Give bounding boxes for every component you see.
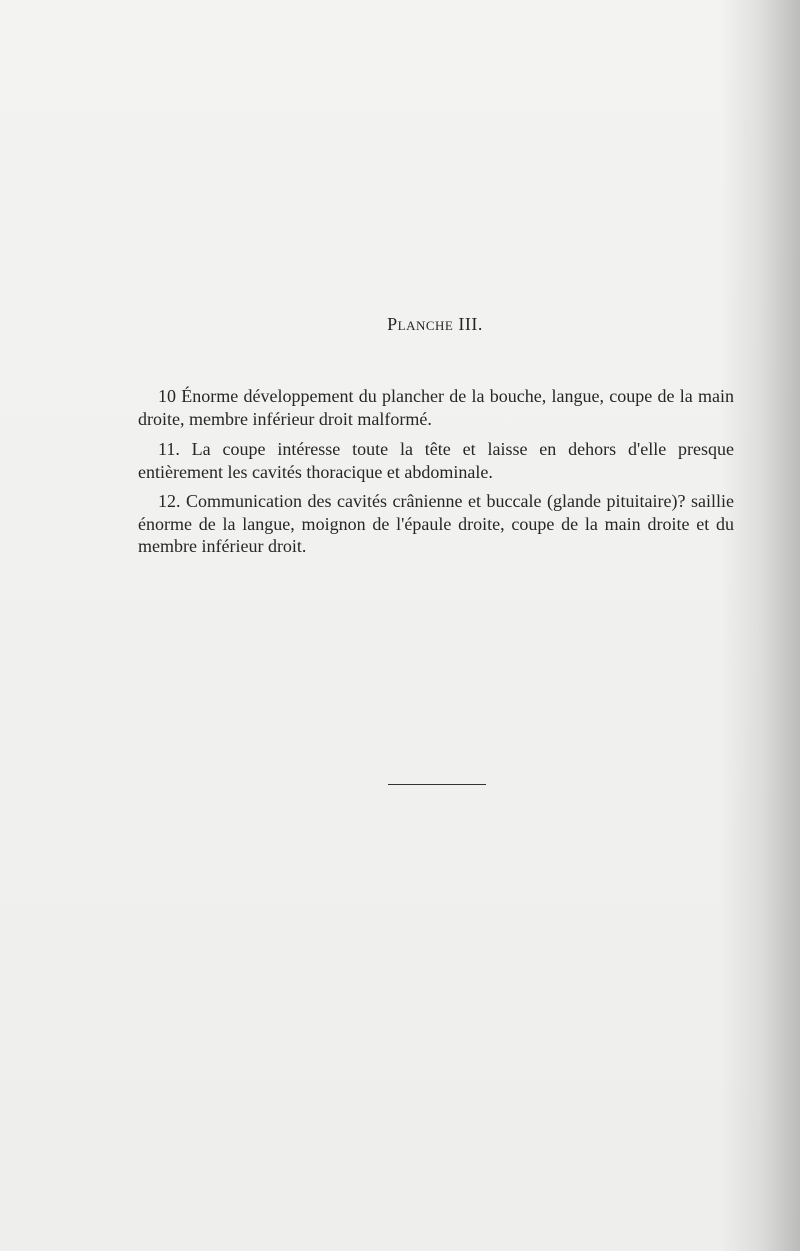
- plate-heading-text: Planche III.: [387, 314, 483, 334]
- figure-caption-11: 11. La coupe intéresse toute la tête et laisse en dehors d'elle presque entièrement les cavités thoracique et abdominale.: [138, 439, 734, 482]
- figure-caption-12: 12. Communication des cavités crânienne et buccale (glande pituitaire)? saillie énorme de la langue, moignon de l'épaule droite, coupe de la main droite et du membre inférieur droit.: [138, 491, 734, 556]
- plate-heading: [0, 314, 800, 335]
- section-divider: [388, 784, 486, 785]
- figure-caption-10: 10 Énorme développement du plancher de la bouche, langue, coupe de la main droite, membre inférieur droit malformé.: [138, 386, 734, 429]
